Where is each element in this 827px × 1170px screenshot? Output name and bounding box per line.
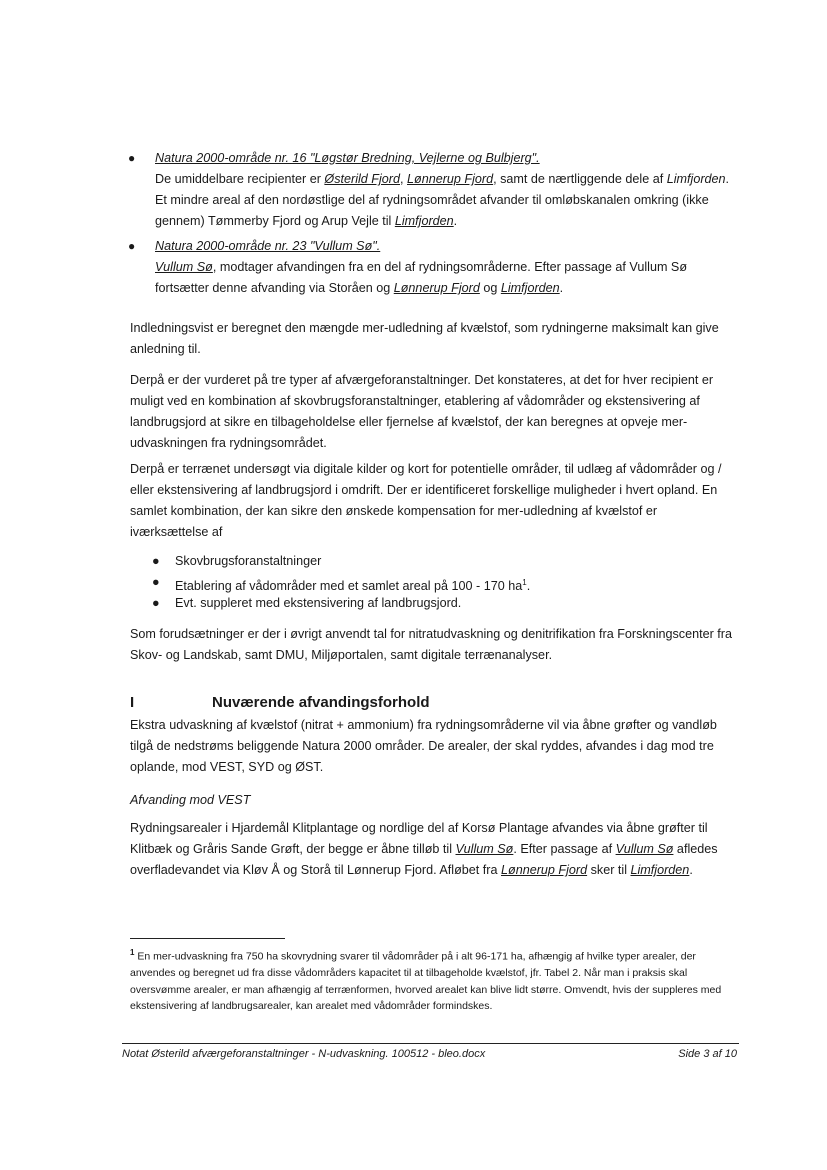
paragraph-1: Indledningsvist er beregnet den mængde mer-udledning af kvælstof, som rydningerne maksimalt kan give anledning til. (130, 321, 719, 356)
footnote (130, 945, 740, 1015)
text-run: sker til (587, 863, 631, 877)
subheading: Afvanding mod VEST (130, 793, 251, 807)
place-name: Vullum Sø (455, 842, 514, 856)
bullet-dot: ● (152, 596, 160, 610)
footnote-ref: 1 (522, 578, 527, 587)
section-title: Nuværende afvandingsforhold (212, 694, 430, 711)
place-name: Vullum Sø (155, 260, 213, 274)
bullet-text (155, 257, 740, 299)
place-name: Lønnerup Fjord (501, 863, 588, 877)
place-name: Limfjorden (500, 281, 560, 295)
list-item: ● Skovbrugsforanstaltninger (152, 551, 712, 572)
text-run: De umiddelbare recipienter er (155, 172, 325, 186)
place-name: Vullum Sø (615, 842, 674, 856)
bullet-title: Natura 2000-område nr. 23 "Vullum Sø". (155, 239, 381, 253)
bullet-title: Natura 2000-område nr. 16 "Løgstør Bredning, Vejlerne og Bulbjerg". (155, 151, 540, 165)
text-run: . (689, 863, 693, 877)
paragraph-2: Derpå er der vurderet på tre typer af afværgeforanstaltninger. Det konstateres, at det for hver recipient er muligt ved en kombination af skovbrugsforanstaltninger, etablering af vådområder og ekstensivering af landbrugsjord at sikre en tilbageholdelse eller fjernelse af kvælstof, der kan beregnes at opveje mer-udvaskningen fra rydningsområdet. (130, 373, 714, 450)
paragraph-3: Derpå er terrænet undersøgt via digitale kilder og kort for potentielle områder, til udlæg af vådområder og / eller ekstensivering af landbrugsjord i omdrift. Der er identificeret forskellige muligheder i hvert opland. En samlet kombination, der kan sikre den ønskede kompensation for mer-udledning af kvælstof er iværksættelse af (130, 462, 722, 539)
footnote-text: En mer-udvaskning fra 750 ha skovrydning svarer til vådområder på i alt 96-171 ha, afhængig af hvilke typer arealer, der anvendes og beregnet ud fra disse vådområders kapacitet til at tilbageholde kvælstof, jfr. Tabel 2. Når man i praksis skal oversvømme arealer, er man afhængig af terrænformen, hvorved arealet kan blive lidt større. Omvendt, hvis der suppleres med ekstensivering af landbrugsarealer, kan arealet med vådområder formindskes. (130, 950, 722, 1012)
place-name: Lønnerup Fjord (407, 172, 494, 186)
text-run: . Efter passage af (513, 842, 616, 856)
text-run: Rydningsarealer i Hjardemål Klitplantage og nordlige del af Korsø Plantage afvandes via åbne grøfter til Klitbæk og Gråris Sande Grøft, der begge er åbne tilløb til (130, 821, 708, 856)
paragraph-6 (130, 818, 735, 881)
natura-bullet-2 (130, 236, 740, 299)
place-name: Limfjorden (630, 863, 690, 877)
bullet-dot: ● (128, 239, 136, 253)
text-run: , modtager afvandingen fra en del af rydningsområderne. Efter passage af Vullum Sø fortsætter denne afvanding via Storåen og (155, 260, 688, 295)
page-number: Side 3 af 10 (678, 1048, 737, 1060)
place-name: Limfjorden (394, 214, 454, 228)
measures-list (152, 551, 712, 614)
place-name: Østerild Fjord (324, 172, 400, 186)
text-run: , samt de nærtliggende dele af (493, 172, 667, 186)
paragraph-5: Ekstra udvaskning af kvælstof (nitrat + ammonium) fra rydningsområderne vil via åbne grøfter og vandløb tilgå de nedstrøms beliggende Natura 2000 områder. De arealer, der skal ryddes, afvandes i dag mod tre oplande, mod VEST, SYD og ØST. (130, 718, 717, 774)
text-run: . (559, 281, 564, 295)
footnote-divider (130, 938, 285, 939)
text-run: og (479, 281, 501, 295)
bullet-dot: ● (128, 151, 136, 165)
footer-divider (122, 1043, 739, 1044)
section-number: I (130, 694, 135, 711)
footnote-marker: 1 (130, 948, 135, 957)
list-item: ● Evt. suppleret med ekstensivering af landbrugsjord. (152, 593, 712, 614)
place-name: Lønnerup Fjord (393, 281, 480, 295)
place-name: Limfjorden (666, 172, 726, 186)
list-item: ● Etablering af vådområder med et samlet areal på 100 - 170 $ha^1$. (152, 572, 712, 593)
bullet-text (155, 169, 740, 232)
text-run: , (400, 172, 407, 186)
text-run: afledes overfladevandet via Kløv Å og Storå til Lønnerup Fjord. Afløbet fra (130, 842, 718, 877)
text-run: . Et mindre areal af den nordøstlige del af rydningsområdet afvander til omløbskanalen omkring (ikke gennem) Tømmerby Fjord og Arup Vejle til (155, 172, 730, 228)
footer-filename: Notat Østerild afværgeforanstaltninger - N-udvaskning. 100512 - bleo.docx (122, 1048, 486, 1060)
bullet-dot: ● (152, 554, 160, 568)
paragraph-4: Som forudsætninger er der i øvrigt anvendt tal for nitratudvaskning og denitrifikation fra Forskningscenter fra Skov- og Landskab, samt DMU, Miljøportalen, samt digitale terrænanalyser. (130, 627, 732, 662)
bullet-dot: ● (152, 575, 160, 589)
text-run: . (453, 214, 458, 228)
natura-bullet-1 (130, 148, 740, 232)
